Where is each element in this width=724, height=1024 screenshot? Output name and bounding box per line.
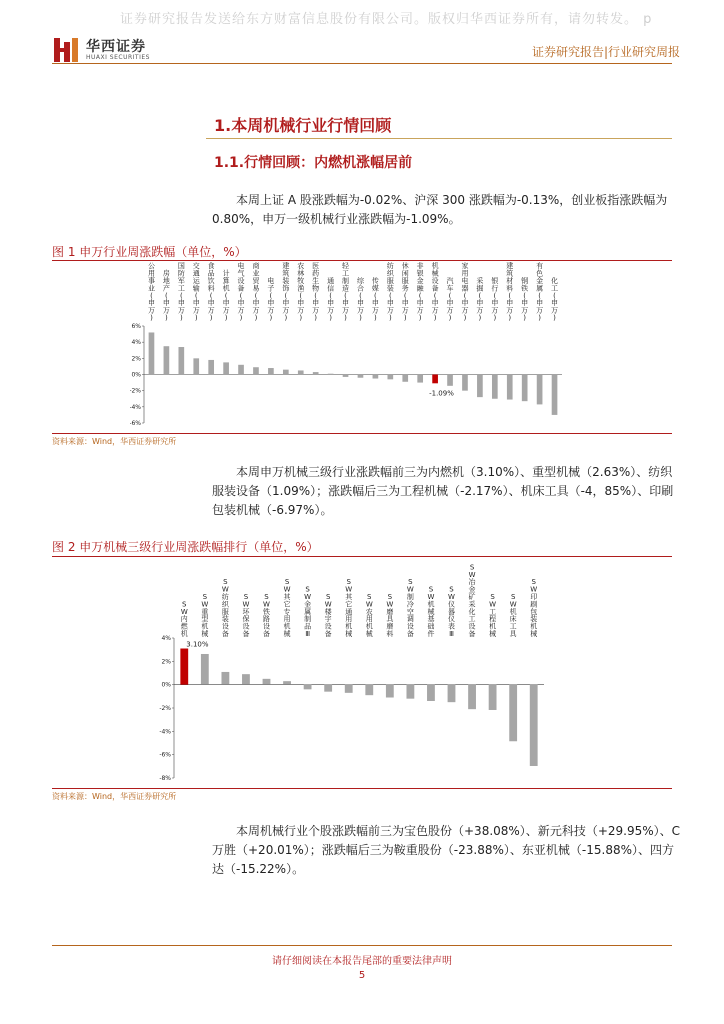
y-tick-label: -8% [159, 775, 171, 782]
bar [313, 372, 319, 374]
figure-2-bottom-rule [52, 788, 672, 789]
bar [283, 681, 291, 685]
figure-2-source: 资料来源：Wind，华西证券研究所 [52, 792, 177, 801]
bar [149, 332, 155, 374]
bar [387, 375, 393, 380]
bar [447, 375, 453, 386]
bar [358, 375, 364, 378]
figure-1-title: 图 1 申万行业周涨跌幅（单位，%） [52, 245, 247, 259]
header-divider [52, 63, 672, 64]
bar [373, 375, 379, 379]
category-label: S W 楼宇设备 [324, 593, 332, 638]
bar [406, 685, 414, 699]
bar [468, 685, 476, 709]
category-label: 电气设备(申万) [237, 262, 245, 322]
figure-2-title: 图 2 申万机械三级行业周涨跌幅排行（单位，%） [52, 540, 319, 554]
category-label: 商业贸易(申万) [252, 262, 260, 322]
category-label: 建筑装饰(申万) [282, 262, 290, 322]
figure-2-top-rule [52, 556, 672, 557]
paragraph-stocks: 本周机械行业个股涨跌幅前三为宝色股份（+38.08%）、新元科技（+29.95%）、C 万胜（+20.01%）；涨跌幅后三为鞍重股份（-23.88%）、东亚机械（-15.88%）、四方达（-15.22%）。 [212, 824, 681, 876]
figure-1-source: 资料来源：Wind，华西证券研究所 [52, 437, 177, 446]
category-label: 国防军工(申万) [177, 262, 185, 322]
category-label: S W 农用机械 [365, 593, 373, 638]
y-tick-label: 6% [131, 323, 141, 330]
y-tick-label: -6% [130, 420, 141, 427]
category-label: 通信(申万) [327, 277, 335, 322]
paragraph-market-summary: 本周上证 A 股涨跌幅为-0.02%、沪深 300 涨跌幅为-0.13%，创业板指涨跌幅为 0.80%，申万一级机械行业涨跌幅为-1.09%。 [212, 193, 668, 226]
bar [304, 685, 312, 690]
bar [328, 374, 334, 375]
chart-industry-weekly-change [130, 262, 590, 432]
bar [477, 375, 483, 398]
bar [223, 362, 229, 374]
bar [238, 365, 244, 375]
category-label: 综合(申万) [356, 277, 364, 322]
category-label: 建筑材料(申万) [506, 262, 514, 322]
category-label: 有色金属(申万) [536, 262, 544, 322]
category-label: 非银金融(申万) [416, 262, 424, 322]
category-label: 机械设备(申万) [431, 262, 439, 322]
category-label: S W 其它专用机械 [283, 578, 291, 638]
category-label: 银行(申万) [491, 277, 499, 322]
bar [345, 685, 353, 693]
huaxi-logo-icon [54, 38, 80, 62]
category-label: 汽车(申万) [446, 277, 454, 322]
y-tick-label: 4% [131, 339, 141, 347]
company-name: 华西证券 [86, 39, 146, 55]
chart-2-plot [130, 558, 580, 788]
y-tick-label: -6% [159, 751, 171, 759]
figure-1-bottom-rule [52, 433, 672, 434]
bar [343, 375, 349, 377]
bar [427, 685, 435, 701]
category-label: 食品饮料(申万) [207, 262, 215, 322]
subsection-heading: 1.1.行情回顾：内燃机涨幅居前 [214, 155, 413, 171]
category-label: S W 铁路设备 [263, 593, 270, 638]
bar [507, 375, 513, 400]
bar [537, 375, 543, 405]
bar [489, 685, 497, 710]
company-name-en: HUAXI SECURITIES [86, 54, 150, 61]
highlight-value-label: 3.10% [186, 640, 209, 649]
bar [253, 367, 259, 374]
bar [462, 375, 468, 391]
category-label: 计算机(申万) [222, 269, 230, 322]
category-label: S W 制冷空调设备 [406, 578, 414, 638]
y-tick-label: 4% [161, 635, 171, 642]
chart-machinery-subindustry-ranking [130, 558, 580, 788]
footer-legal-note: 请仔细阅读在本报告尾部的重要法律声明 [272, 956, 452, 967]
category-label: 电子(申万) [267, 277, 275, 322]
bar [283, 370, 289, 375]
y-tick-label: 0% [131, 371, 141, 379]
bar [221, 672, 229, 685]
category-label: 医药生物(申万) [312, 262, 320, 322]
bar [164, 346, 170, 374]
heading-divider [206, 138, 672, 139]
footer-divider [52, 945, 672, 946]
chart-1-plot [130, 262, 590, 432]
category-label: 房地产(申万) [162, 269, 170, 322]
category-label: 采掘(申万) [476, 277, 484, 322]
category-label: S W 印刷包装机械 [530, 578, 538, 638]
bar [201, 654, 209, 685]
category-label: 休闲服务(申万) [401, 262, 409, 322]
category-label: S W 机床工具 [509, 593, 517, 638]
bar [522, 375, 528, 402]
bar [492, 375, 498, 399]
bar [432, 375, 438, 384]
paragraph-sub-industry: 本周申万机械三级行业涨跌幅前三为内燃机（3.10%）、重型机械（2.63%）、纺织服装设备（1.09%）；涨跌幅后三为工程机械（-2.17%）、机床工具（-4，85%）、印刷包装机械（-6.97%）。 [212, 465, 674, 517]
report-type: 证券研究报告|行业研究周报 [531, 45, 680, 59]
category-label: S W 冶金矿采化工设备 [468, 563, 476, 638]
category-label: 交通运输(申万) [192, 262, 200, 322]
bar [298, 370, 304, 374]
y-tick-label: -2% [130, 387, 141, 395]
category-label: 家用电器(申万) [461, 262, 469, 322]
category-label: S W 仪器仪表 Ⅲ [448, 585, 455, 638]
category-label: S W 金属制品 Ⅲ [304, 585, 312, 638]
bar [180, 649, 188, 685]
bar [448, 685, 456, 702]
category-label: 农林牧渔(申万) [297, 262, 305, 322]
category-label: S W 磨具磨料 [386, 593, 394, 638]
category-label: 传媒(申万) [371, 277, 379, 322]
category-label: S W 内燃机 [180, 600, 188, 638]
figure-1-top-rule [52, 260, 672, 261]
bar [530, 685, 538, 766]
category-label: S W 工程机械 [489, 593, 497, 638]
category-label: 钢铁(申万) [521, 277, 529, 322]
category-label: S W 重型机械 [201, 593, 209, 638]
bar [208, 360, 214, 375]
highlight-value-label: -1.09% [429, 389, 454, 398]
y-tick-label: 2% [161, 658, 171, 666]
y-tick-label: -2% [159, 705, 171, 712]
section-heading: 1.本周机械行业行情回顾 [214, 116, 392, 135]
bar [386, 685, 394, 698]
bar [324, 685, 332, 692]
y-tick-label: -4% [130, 403, 141, 411]
bar [193, 358, 199, 374]
category-label: S W 其它通用机械 [345, 578, 353, 638]
bar [365, 685, 373, 695]
bar [402, 375, 408, 382]
watermark-text: 证券研究报告发送给东方财富信息股份有限公司。版权归华西证券所有，请勿转发。 p [120, 12, 653, 27]
page-number: 5 [358, 970, 366, 981]
bar [178, 347, 184, 374]
bar [268, 368, 274, 374]
category-label: S W 机械基础件 [427, 585, 435, 638]
category-label: S W 纺织服装设备 [221, 578, 229, 638]
category-label: 纺织服装(申万) [386, 262, 394, 322]
bar [263, 679, 271, 685]
bar [552, 375, 558, 415]
y-tick-label: 2% [131, 355, 141, 363]
y-tick-label: 0% [161, 681, 171, 689]
bar [417, 375, 423, 383]
bar [509, 685, 517, 742]
category-label: 轻工制造(申万) [342, 262, 350, 322]
category-label: 化工(申万) [551, 277, 559, 322]
y-tick-label: -4% [159, 728, 171, 736]
bar [242, 674, 250, 685]
category-label: 公用事业(申万) [147, 262, 155, 322]
category-label: S W 环保设备 [242, 593, 250, 638]
